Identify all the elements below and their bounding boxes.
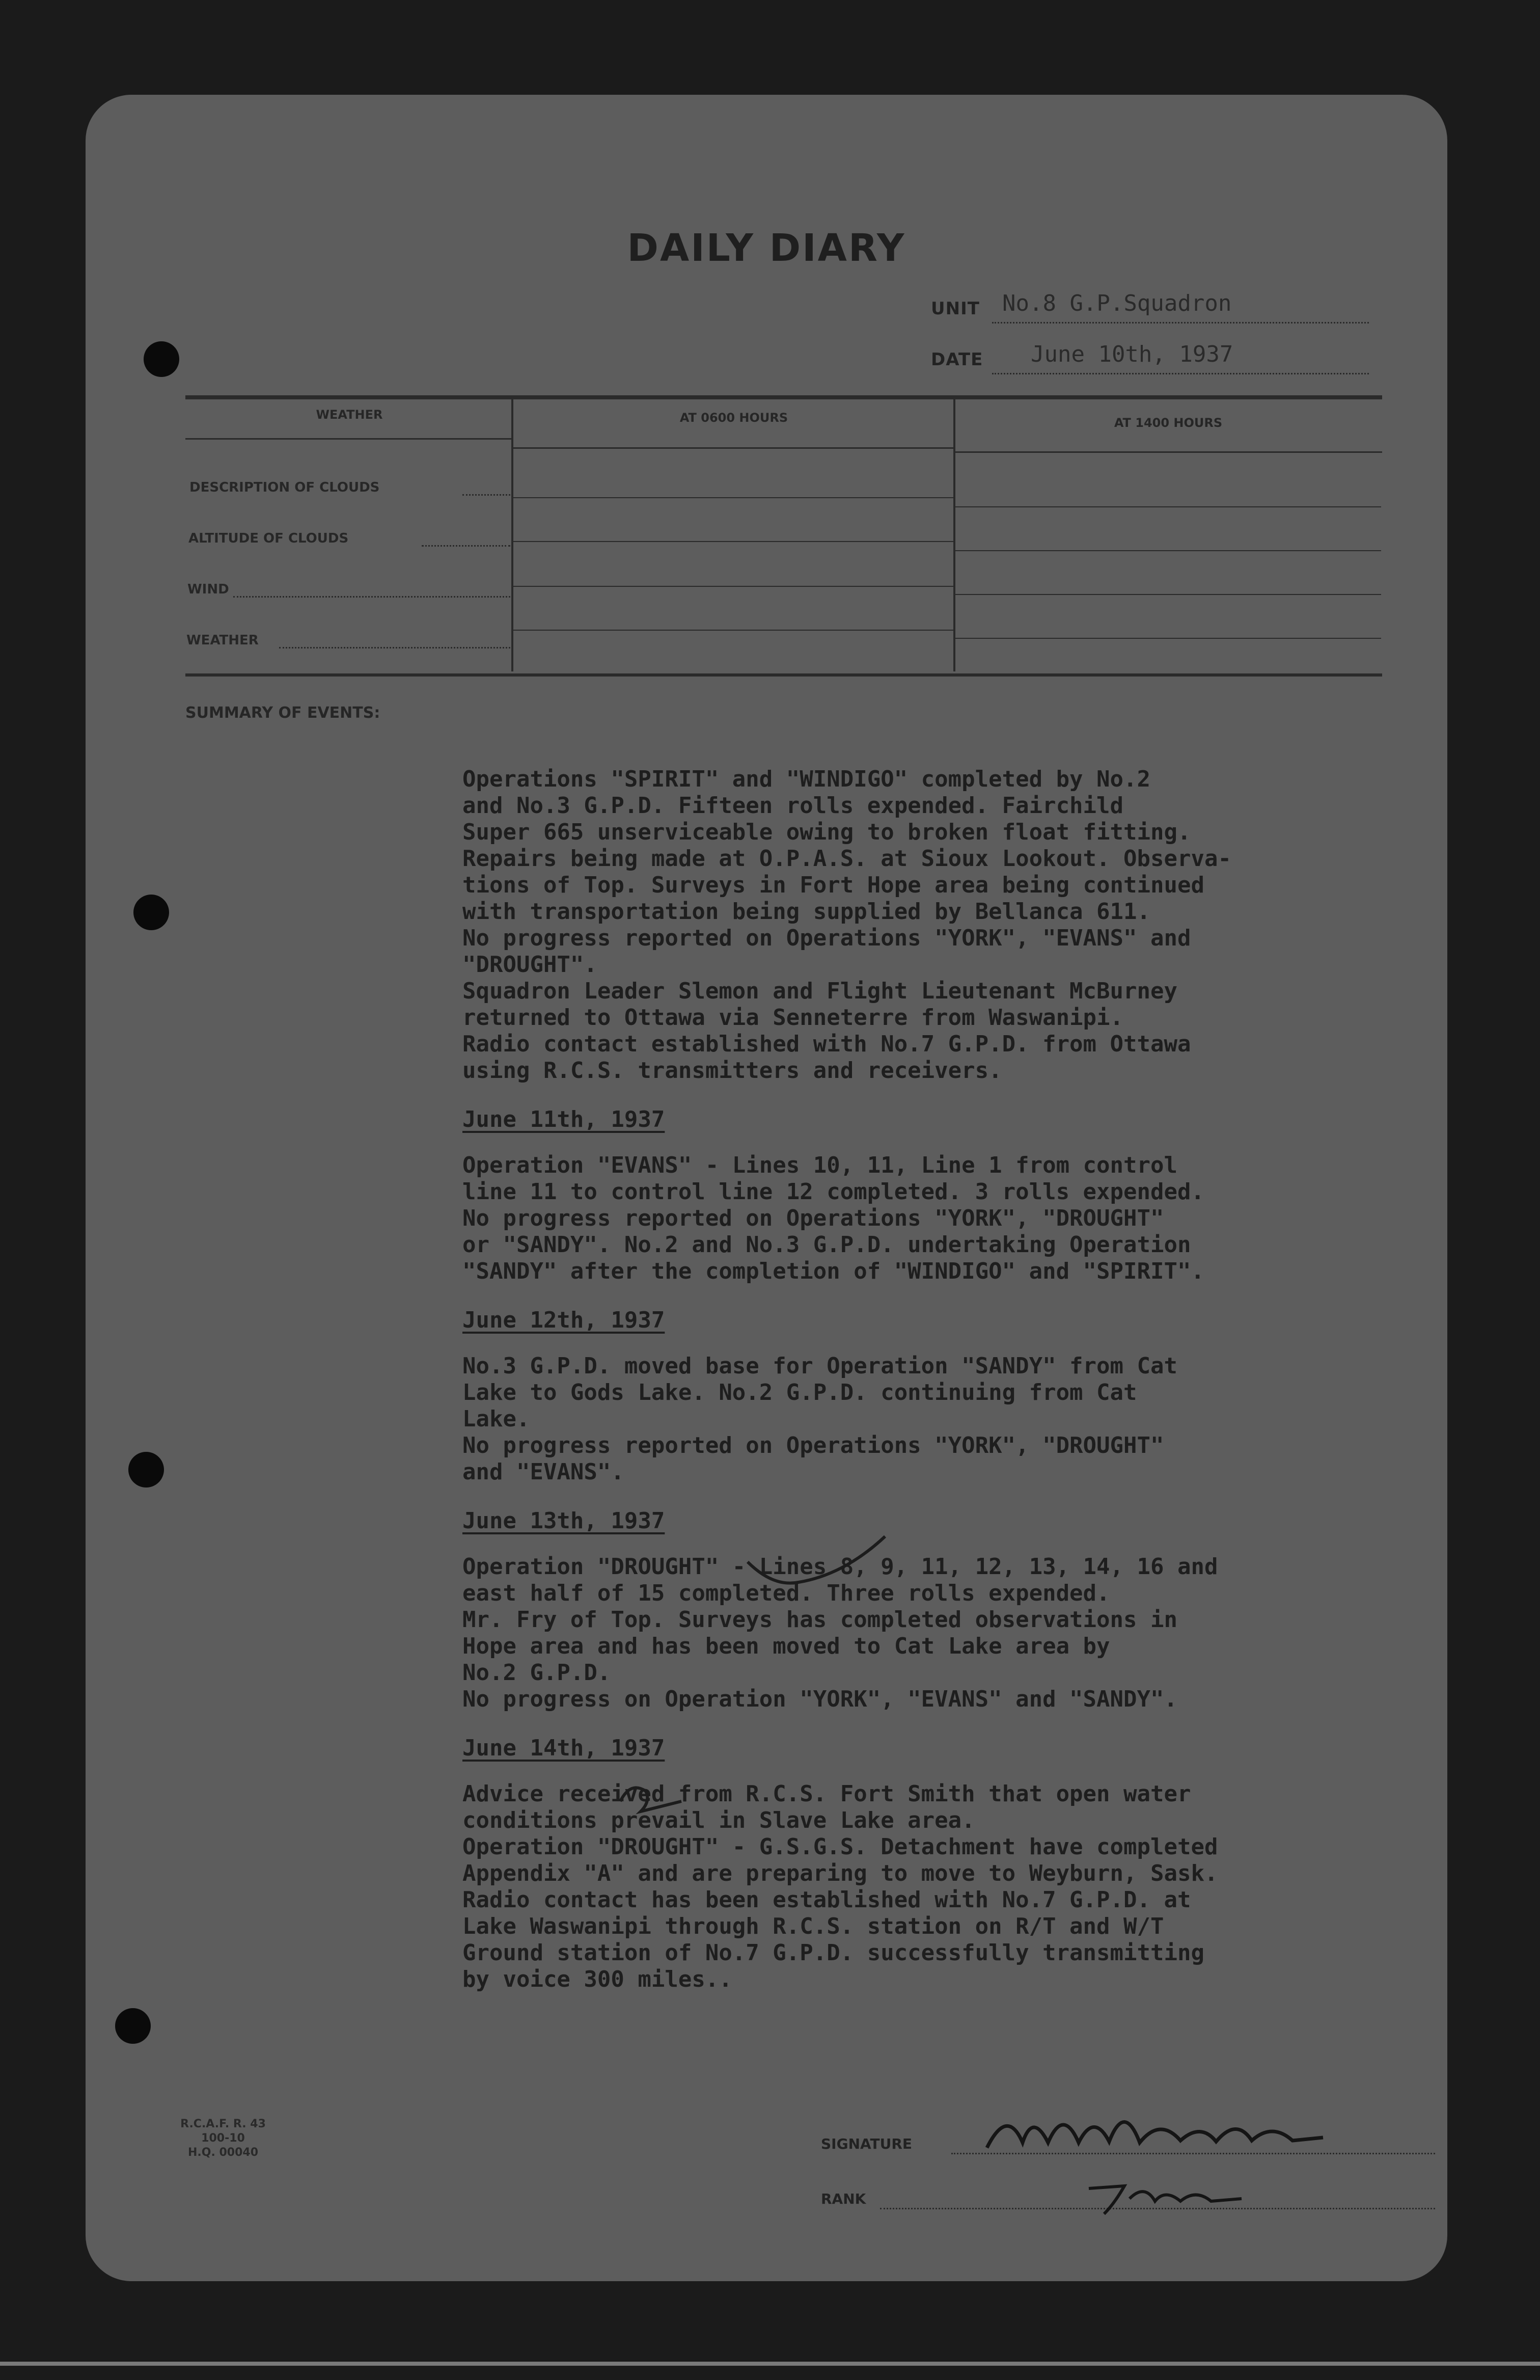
- entry-june-10-text: Operations "SPIRIT" and "WINDIGO" completed by No.2 and No.3 G.P.D. Fifteen rolls expended. Fairchild Super 665 unserviceable owing to broken float fitting. Repairs being made at O.P.A.S. at Sioux Lookout. Observa- tions of Top. Surveys in Fort Hope area being continued with transportation being supplied by Bellanca 611. No progress reported on Operations "YORK", "EVANS" and "DROUGHT". Squadron Leader Slemon and Flight Lieutenant McBurney returned to Ottawa via Senneterre from Waswanipi. Radio contact established with No.7 G.P.D. from Ottawa using R.C.S. transmitters and receivers.: [462, 766, 1231, 1084]
- form-code-line: 100-10: [201, 2132, 245, 2145]
- table-top-rule: [185, 395, 1382, 399]
- form-code: [162, 2117, 284, 2160]
- unit-label: UNIT: [931, 299, 980, 319]
- table-row-line: [955, 594, 1381, 595]
- punch-hole: [144, 341, 179, 377]
- punch-hole: [133, 895, 169, 930]
- entry-june-11-text: Operation "EVANS" - Lines 10, 11, Line 1 from control line 11 to control line 12 completed. 3 rolls expended. No progress reported on Operations "YORK", "DROUGHT" or "SANDY". No.2 and No.3 G.P.D. undertaking Operation "SANDY" after the completion of "WINDIGO" and "SPIRIT".: [462, 1152, 1204, 1284]
- table-row-line: [513, 630, 954, 631]
- row-dotline: [279, 647, 510, 648]
- date-label: DATE: [931, 349, 983, 370]
- date-value: June 10th, 1937: [1031, 341, 1233, 367]
- summary-of-events-label: SUMMARY OF EVENTS:: [185, 704, 380, 722]
- entry-june-13-date: June 13th, 1937: [462, 1508, 665, 1534]
- col-0600-header: AT 0600 HOURS: [679, 411, 788, 425]
- rank-label: RANK: [821, 2190, 866, 2207]
- row-description-of-clouds: DESCRIPTION OF CLOUDS: [189, 480, 380, 495]
- col-weather-header: WEATHER: [316, 408, 383, 422]
- entry-june-13-text: Operation "DROUGHT" - Lines 8, 9, 11, 12, 13, 14, 16 and east half of 15 completed. Three rolls expended. Mr. Fry of Top. Surveys has completed observations in Hope area and has been moved to Cat Lake area by No.2 G.P.D. No progress on Operation "YORK", "EVANS" and "SANDY".: [462, 1554, 1218, 1712]
- row-dotline: [462, 494, 510, 496]
- row-weather: WEATHER: [186, 633, 259, 648]
- handwritten-signature: [977, 2097, 1333, 2163]
- form-code-line: H.Q. 00040: [187, 2146, 259, 2159]
- signature-label: SIGNATURE: [821, 2135, 913, 2152]
- handwritten-rank: [1079, 2173, 1252, 2219]
- entry-june-11-date: June 11th, 1937: [462, 1106, 665, 1132]
- table-head-rule: [513, 447, 954, 449]
- row-wind: WIND: [187, 582, 229, 597]
- handwritten-check-mark: [610, 1771, 692, 1832]
- table-head-rule: [954, 451, 1382, 453]
- handwritten-check-mark: [743, 1526, 895, 1598]
- unit-dotline: [992, 322, 1369, 323]
- entry-june-14-text: Advice received from R.C.S. Fort Smith that open water conditions prevail in Slave Lake area. Operation "DROUGHT" - G.S.G.S. Detachment have completed Appendix "A" and are preparing to move to Weyburn, Sask. Radio contact has been established with No.7 G.P.D. at Lake Waswanipi through R.C.S. station on R/T and W/T Ground station of No.7 G.P.D. successfully transmitting by voice 300 miles..: [462, 1781, 1218, 1992]
- film-edge: [0, 2362, 1540, 2366]
- punch-hole: [115, 2008, 151, 2044]
- table-row-line: [513, 586, 954, 587]
- entry-june-12-text: No.3 G.P.D. moved base for Operation "SANDY" from Cat Lake to Gods Lake. No.2 G.P.D. continuing from Cat Lake. No progress reported on Operations "YORK", "DROUGHT" and "EVANS".: [462, 1353, 1177, 1485]
- diary-page: [86, 95, 1447, 2281]
- form-code-line: R.C.A.F. R. 43: [180, 2118, 266, 2130]
- entry-june-14-date: June 14th, 1937: [462, 1735, 665, 1761]
- date-dotline: [992, 373, 1369, 374]
- unit-value: No.8 G.P.Squadron: [1002, 290, 1232, 316]
- form-title: DAILY DIARY: [627, 226, 906, 270]
- row-dotline: [233, 596, 510, 598]
- entry-june-12-date: June 12th, 1937: [462, 1307, 665, 1333]
- table-row-line: [955, 506, 1381, 507]
- table-row-line: [955, 638, 1381, 639]
- table-head-rule: [185, 438, 511, 440]
- row-dotline: [422, 545, 510, 547]
- table-bottom-rule: [185, 673, 1382, 677]
- table-row-line: [955, 550, 1381, 551]
- table-row-line: [513, 497, 954, 498]
- row-altitude-of-clouds: ALTITUDE OF CLOUDS: [188, 531, 349, 546]
- table-row-line: [513, 541, 954, 542]
- col-1400-header: AT 1400 HOURS: [1114, 416, 1223, 430]
- punch-hole: [128, 1452, 164, 1487]
